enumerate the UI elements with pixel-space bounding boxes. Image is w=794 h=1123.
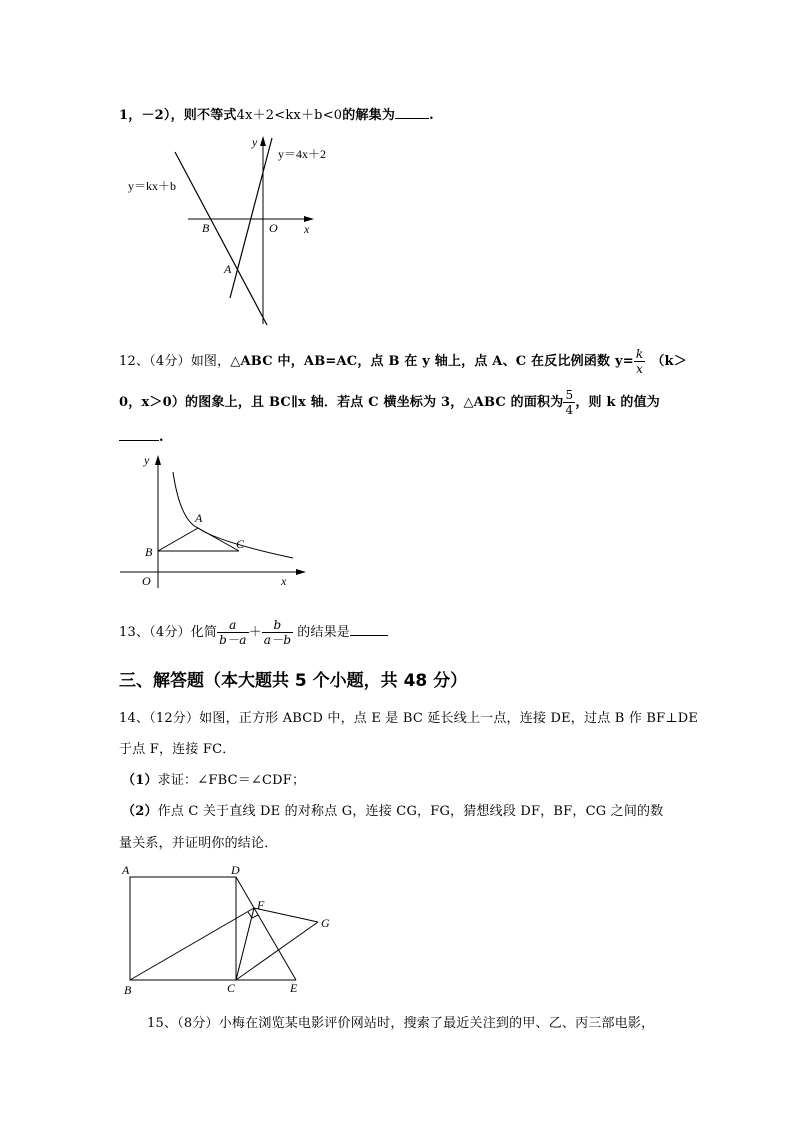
q11-y-arrow: [260, 136, 266, 146]
q12-line1-text: △ABC 中，AB=AC，点 B 在 y 轴上，点 A、C 在反比例函数 y=: [230, 354, 634, 369]
q12-y-arrow: [155, 455, 161, 465]
q14-part2-text: 作点 C 关于直线 DE 的对称点 G，连接 CG，FG，猜想线段 DF，BF，CG 之间的数: [157, 804, 664, 819]
q12-c-label: C: [236, 537, 245, 551]
q14-f-label: F: [257, 898, 265, 912]
q12-frac-den: x: [636, 362, 644, 376]
q11-o-label: O: [269, 221, 278, 235]
q14-c-label: C: [227, 981, 236, 995]
q11-suffix: 的解集为: [342, 108, 396, 123]
q14-e-label: E: [290, 981, 298, 995]
q12-side-BA: [158, 528, 198, 551]
q11-line2-label: y＝4x＋2: [278, 147, 327, 161]
q15-line1: 15、（8分）小梅在浏览某电影评价网站时，搜索了最近关注到的甲、乙、丙三部电影，: [147, 1016, 655, 1031]
q11-answer-blank: [395, 106, 429, 119]
q14-b-label: B: [124, 983, 132, 997]
q14-part1: [122, 769, 305, 788]
q11-a-label: A: [224, 262, 232, 276]
q12-x-label: x: [281, 574, 287, 588]
q14-part1-label: （1）: [122, 773, 158, 788]
q11-x-label: x: [304, 222, 310, 236]
q12-y-label: y: [144, 453, 150, 467]
q12-x-arrow: [296, 569, 306, 575]
q11-line-4x-2: [230, 138, 272, 298]
q14-g-label: G: [321, 916, 330, 930]
q14-part1-text: 求证：∠FBC＝∠CDF；: [157, 773, 306, 788]
q14-a-label: A: [122, 863, 130, 877]
section-3-title: 三、解答题（本大题共 5 个小题，共 48 分）: [119, 671, 468, 691]
q12-line1-tail: （k＞: [651, 354, 687, 369]
q13-suffix: 的结果是: [297, 625, 351, 640]
q11-period: .: [429, 108, 434, 123]
q12-fraction-area: [563, 388, 575, 417]
q13-f1-den: b－a: [219, 633, 247, 647]
q12-answer-blank: [119, 428, 159, 441]
q13-f1-num: a: [217, 618, 248, 633]
q14-part2: [122, 800, 663, 819]
q11-inequality: 4x＋2<kx＋b<0: [236, 108, 343, 123]
q13-fraction-1: [217, 618, 248, 647]
q12-line2: [119, 388, 660, 417]
q12-side-AC: [198, 528, 239, 551]
q14-line2: 于点 F，连接 FC．: [119, 742, 236, 757]
q11-figure: [120, 130, 340, 330]
q13-plus: ＋: [248, 625, 262, 640]
q12-line1: [119, 347, 687, 376]
q12-area-num: 5: [565, 388, 574, 402]
q14-line1: 14、（12分）如图，正方形 ABCD 中，点 E 是 BC 延长线上一点，连接 DE，过点 B 作 BF⊥DE: [119, 711, 699, 726]
q12-area-den: 4: [565, 403, 574, 417]
q14-part2-label: （2）: [122, 804, 158, 819]
q12-fraction-k-x: [634, 347, 645, 376]
q13-fraction-2: [262, 618, 293, 647]
q12-line2-tail: ，则 k 的值为: [575, 395, 660, 410]
q14-figure: [118, 860, 348, 1000]
q13-answer-blank: [350, 623, 388, 636]
q11-line1-label: y＝kx＋b: [128, 179, 177, 193]
q12-b-label: B: [145, 545, 153, 559]
q11-prefix: 1，－2），则不等式: [119, 108, 237, 123]
q12-prefix: 12、（4分）如图，: [119, 354, 231, 369]
q14-segment-DE: [236, 877, 296, 980]
q14-square-ABCD: [130, 877, 236, 980]
q11-y-label: y: [252, 135, 258, 149]
q13-f2-num: b: [262, 618, 293, 633]
q14-d-label: D: [231, 863, 240, 877]
q14-part2-line2: 量关系，并证明你的结论．: [119, 836, 278, 851]
q13-line: [119, 618, 388, 647]
q12-hyperbola: [173, 472, 293, 558]
q11-line-kx-b: [175, 152, 267, 325]
q12-o-label: O: [142, 574, 151, 588]
q11-line: [119, 104, 434, 123]
q12-line3: [119, 428, 164, 445]
q12-period: .: [159, 430, 164, 445]
q12-figure: [118, 450, 318, 590]
q14-segment-BF: [130, 908, 254, 980]
q13-prefix: 13、（4分）化简: [119, 625, 218, 640]
q11-b-label: B: [202, 221, 210, 235]
q13-f2-den: a－b: [263, 633, 292, 647]
q12-frac-num: k: [635, 347, 644, 361]
q12-a-label: A: [195, 511, 203, 525]
q12-line2-text: 0，x＞0）的图象上，且 BC∥x 轴．若点 C 横坐标为 3，△ABC 的面积为: [119, 395, 564, 410]
